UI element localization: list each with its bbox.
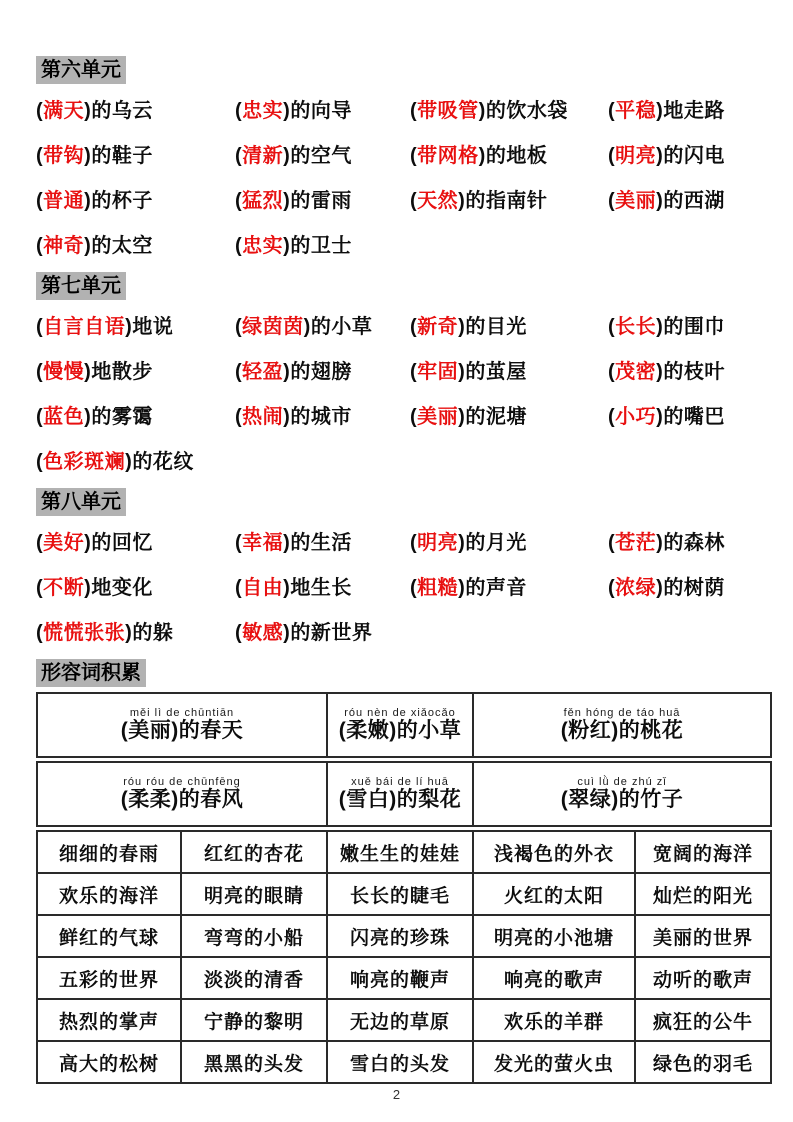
phrase: [235, 229, 410, 258]
unit-heading: 第六单元: [36, 56, 126, 84]
pinyin-cell: [474, 763, 770, 825]
close-paren: ): [283, 235, 291, 257]
phrase-rest: 的目光: [465, 316, 527, 338]
table-row: [38, 958, 770, 1000]
phrase-rest: 的饮水袋: [485, 100, 568, 122]
page-content: [36, 50, 768, 1084]
phrase: [608, 571, 768, 600]
phrase: [235, 184, 410, 213]
phrase-word: 平稳: [615, 100, 657, 122]
open-paren: (: [235, 145, 243, 167]
close-paren: ): [458, 361, 466, 383]
phrase: [235, 94, 410, 123]
phrase-rest: 的西湖: [663, 190, 725, 212]
phrase-word: 苍茫: [615, 532, 657, 554]
open-paren: (: [235, 190, 243, 212]
pinyin-cell: [38, 763, 328, 825]
phrase-rest: 的梨花: [396, 787, 462, 811]
phrase: [36, 616, 235, 645]
close-paren: ): [458, 577, 466, 599]
open-paren: (: [36, 622, 44, 644]
pinyin-table-row-1: [36, 692, 772, 758]
open-paren: (: [338, 787, 347, 811]
close-paren: ): [656, 316, 664, 338]
table-cell: 闪亮的珍珠: [328, 916, 474, 956]
open-paren: (: [36, 577, 44, 599]
table-row: [38, 1042, 770, 1082]
phrase-rest: 的翅膀: [290, 361, 352, 383]
phrase-rest: 的嘴巴: [663, 406, 725, 428]
close-paren: ): [611, 787, 619, 811]
phrase-word: 柔嫩: [346, 718, 390, 742]
phrase: [36, 571, 235, 600]
table-cell: 长长的睫毛: [328, 874, 474, 914]
phrase: [608, 184, 768, 213]
phrase: [608, 526, 768, 555]
phrase: [561, 788, 684, 812]
phrase-word: 美丽: [615, 190, 657, 212]
close-paren: ): [478, 100, 486, 122]
pinyin-table-row-2: [36, 761, 772, 827]
phrase-rest: 地散步: [91, 361, 153, 383]
open-paren: (: [36, 190, 44, 212]
phrase-word: 柔柔: [128, 787, 172, 811]
phrase: [235, 400, 410, 429]
close-paren: ): [303, 316, 311, 338]
open-paren: (: [338, 718, 347, 742]
open-paren: (: [410, 145, 418, 167]
phrase-word: 带吸管: [417, 100, 479, 122]
table-cell: 淡淡的清香: [182, 958, 328, 998]
table-cell: 灿烂的阳光: [652, 885, 753, 907]
close-paren: ): [458, 190, 466, 212]
table-cell: 绿色的羽毛: [652, 1053, 753, 1075]
open-paren: (: [235, 406, 243, 428]
open-paren: (: [235, 622, 243, 644]
phrase: [36, 310, 235, 339]
close-paren: ): [84, 235, 92, 257]
table-cell: 五彩的世界: [38, 958, 182, 998]
phrase-word: 带钩: [43, 145, 85, 167]
open-paren: (: [410, 406, 418, 428]
table-cell: 响亮的鞭声: [328, 958, 474, 998]
open-paren: (: [608, 145, 616, 167]
open-paren: (: [36, 451, 44, 473]
phrase-word: 慌慌张张: [43, 622, 126, 644]
phrase: [608, 139, 768, 168]
phrase-word: 新奇: [417, 316, 459, 338]
close-paren: ): [656, 190, 664, 212]
pinyin-text: róu nèn de xiǎocǎo: [344, 706, 456, 719]
table-cell: 疯狂的公牛: [652, 1011, 753, 1033]
table-cell: 发光的萤火虫: [474, 1042, 636, 1082]
close-paren: ): [389, 787, 397, 811]
phrase: [410, 184, 608, 213]
phrase-word: 绿茵茵: [242, 316, 304, 338]
phrase-rest: 的地板: [485, 145, 548, 167]
phrase-word: 雪白: [346, 787, 390, 811]
phrase: [235, 139, 410, 168]
close-paren: ): [84, 190, 92, 212]
phrase-rest: 的向导: [290, 100, 352, 122]
open-paren: (: [410, 316, 418, 338]
phrase-word: 忠实: [242, 235, 284, 257]
open-paren: (: [608, 190, 616, 212]
close-paren: ): [656, 532, 664, 554]
pinyin-cell: [328, 694, 474, 756]
phrase-word: 带网格: [417, 145, 479, 167]
table-cell: 欢乐的海洋: [38, 874, 182, 914]
close-paren: ): [125, 622, 133, 644]
phrase: [339, 788, 462, 812]
pinyin-cell: [474, 694, 770, 756]
phrase-grid: [36, 518, 768, 653]
phrase-rest: 的茧屋: [465, 361, 527, 383]
phrase-rest: 的春风: [178, 787, 244, 811]
phrase-word: 敏感: [242, 622, 284, 644]
phrase: [121, 788, 244, 812]
phrase-rest: 地变化: [91, 577, 153, 599]
table-cell: 浅褐色的外衣: [474, 832, 636, 872]
pinyin-cell: [38, 694, 328, 756]
table-cell: 雪白的头发: [328, 1042, 474, 1082]
phrase-word: 浓绿: [615, 577, 657, 599]
phrase-rest: 的竹子: [618, 787, 684, 811]
open-paren: (: [410, 100, 418, 122]
phrase-rest: 的树荫: [663, 577, 725, 599]
open-paren: (: [410, 190, 418, 212]
open-paren: (: [36, 361, 44, 383]
close-paren: ): [283, 190, 291, 212]
phrase-rest: 地生长: [290, 577, 352, 599]
open-paren: (: [410, 532, 418, 554]
close-paren: ): [611, 718, 619, 742]
close-paren: ): [458, 532, 466, 554]
phrase: [410, 571, 608, 600]
phrase: [36, 526, 235, 555]
table-cell: 宁静的黎明: [182, 1000, 328, 1040]
phrase-grid: [36, 86, 768, 266]
pinyin-text: cuì lǜ de zhú zǐ: [577, 775, 667, 788]
phrase: [235, 310, 410, 339]
open-paren: (: [36, 235, 44, 257]
close-paren: ): [283, 100, 291, 122]
phrase: [339, 719, 462, 743]
close-paren: ): [478, 145, 486, 167]
open-paren: (: [560, 718, 569, 742]
close-paren: ): [458, 406, 466, 428]
phrase-rest: 的生活: [290, 532, 352, 554]
phrase-word: 美丽: [128, 718, 172, 742]
phrase-word: 轻盈: [242, 361, 284, 383]
open-paren: (: [235, 316, 243, 338]
phrase-rest: 的乌云: [91, 100, 153, 122]
close-paren: ): [283, 145, 291, 167]
close-paren: ): [84, 577, 92, 599]
phrase-rest: 的围巾: [663, 316, 725, 338]
table-cell: 宽阔的海洋: [652, 843, 753, 865]
phrase-word: 忠实: [242, 100, 284, 122]
phrase-word: 美好: [43, 532, 85, 554]
close-paren: ): [656, 577, 664, 599]
phrase-rest: 的枝叶: [663, 361, 725, 383]
phrase-word: 慢慢: [43, 361, 85, 383]
phrase-rest: 的雾霭: [91, 406, 153, 428]
table-cell: 鲜红的气球: [38, 916, 182, 956]
phrase: [608, 355, 768, 384]
phrase-grid: [36, 302, 768, 482]
pinyin-cell: [328, 763, 474, 825]
close-paren: ): [84, 361, 92, 383]
close-paren: ): [171, 787, 179, 811]
phrase: [36, 400, 235, 429]
phrase-word: 牢固: [417, 361, 459, 383]
phrase: [561, 719, 684, 743]
close-paren: ): [171, 718, 179, 742]
open-paren: (: [410, 361, 418, 383]
phrase-word: 翠绿: [568, 787, 612, 811]
close-paren: ): [283, 532, 291, 554]
phrase-word: 粗糙: [417, 577, 459, 599]
close-paren: ): [84, 532, 92, 554]
adjective-table: [36, 830, 772, 1084]
table-cell: 火红的太阳: [474, 874, 636, 914]
open-paren: (: [235, 361, 243, 383]
open-paren: (: [608, 406, 616, 428]
phrase: [410, 355, 608, 384]
phrase-word: 神奇: [43, 235, 85, 257]
table-row: [38, 832, 770, 874]
unit-heading: 第八单元: [36, 488, 126, 516]
phrase: [235, 526, 410, 555]
close-paren: ): [389, 718, 397, 742]
phrase: [36, 94, 235, 123]
pinyin-text: róu róu de chūnfēng: [123, 775, 241, 788]
phrase: [36, 229, 235, 258]
table-cell: 无边的草原: [328, 1000, 474, 1040]
pinyin-text: měi lì de chūntiān: [129, 706, 235, 719]
close-paren: ): [84, 406, 92, 428]
open-paren: (: [235, 577, 243, 599]
units: [36, 50, 768, 653]
phrase-rest: 的回忆: [91, 532, 153, 554]
phrase-word: 猛烈: [242, 190, 284, 212]
phrase-word: 明亮: [417, 532, 459, 554]
close-paren: ): [125, 451, 133, 473]
phrase-word: 色彩斑斓: [43, 451, 126, 473]
table-cell: 动听的歌声: [652, 969, 753, 991]
open-paren: (: [608, 100, 616, 122]
phrase: [235, 616, 410, 645]
open-paren: (: [120, 787, 129, 811]
phrase-word: 幸福: [242, 532, 284, 554]
close-paren: ): [656, 100, 664, 122]
phrase-word: 清新: [242, 145, 284, 167]
table-row: [38, 1000, 770, 1042]
phrase: [608, 400, 768, 429]
close-paren: ): [84, 100, 92, 122]
open-paren: (: [235, 532, 243, 554]
table-row: [38, 916, 770, 958]
phrase: [410, 526, 608, 555]
phrase-rest: 的春天: [178, 718, 244, 742]
phrase-word: 普通: [43, 190, 85, 212]
phrase: [36, 445, 235, 474]
phrase-word: 不断: [43, 577, 85, 599]
phrase: [36, 184, 235, 213]
phrase-rest: 的卫士: [290, 235, 352, 257]
open-paren: (: [36, 316, 44, 338]
open-paren: (: [608, 361, 616, 383]
phrase-rest: 的空气: [290, 145, 352, 167]
table-cell: 黑黑的头发: [182, 1042, 328, 1082]
phrase: [410, 310, 608, 339]
phrase-word: 粉红: [568, 718, 612, 742]
table-cell: 响亮的歌声: [474, 958, 636, 998]
close-paren: ): [656, 361, 664, 383]
table-cell: 美丽的世界: [652, 927, 753, 949]
close-paren: ): [656, 406, 664, 428]
phrase: [235, 571, 410, 600]
open-paren: (: [36, 100, 44, 122]
adjective-section-heading: 形容词积累: [36, 659, 146, 687]
phrase-word: 满天: [43, 100, 85, 122]
phrase-rest: 的小草: [310, 316, 373, 338]
phrase: [235, 355, 410, 384]
table-cell: 热烈的掌声: [38, 1000, 182, 1040]
phrase-word: 天然: [417, 190, 459, 212]
close-paren: ): [656, 145, 664, 167]
open-paren: (: [560, 787, 569, 811]
phrase-word: 自言自语: [43, 316, 126, 338]
phrase-rest: 的桃花: [618, 718, 684, 742]
phrase: [410, 400, 608, 429]
open-paren: (: [608, 316, 616, 338]
pinyin-text: fěn hóng de táo huā: [563, 706, 681, 719]
close-paren: ): [458, 316, 466, 338]
table-cell: 弯弯的小船: [182, 916, 328, 956]
phrase: [410, 139, 608, 168]
phrase: [36, 139, 235, 168]
phrase-rest: 的指南针: [465, 190, 548, 212]
phrase-rest: 的森林: [663, 532, 725, 554]
phrase-rest: 的太空: [91, 235, 153, 257]
phrase: [608, 310, 768, 339]
table-cell: 嫩生生的娃娃: [328, 832, 474, 872]
phrase-word: 蓝色: [43, 406, 85, 428]
phrase-rest: 的新世界: [290, 622, 373, 644]
table-cell: 细细的春雨: [38, 832, 182, 872]
open-paren: (: [36, 532, 44, 554]
table-cell: 高大的松树: [38, 1042, 182, 1082]
open-paren: (: [608, 577, 616, 599]
phrase-rest: 地走路: [663, 100, 725, 122]
table-cell: 红红的杏花: [182, 832, 328, 872]
close-paren: ): [283, 361, 291, 383]
open-paren: (: [235, 235, 243, 257]
phrase-rest: 的鞋子: [91, 145, 153, 167]
open-paren: (: [608, 532, 616, 554]
open-paren: (: [120, 718, 129, 742]
open-paren: (: [36, 145, 44, 167]
phrase-word: 茂密: [615, 361, 657, 383]
page-number: 2: [392, 1087, 401, 1102]
phrase-rest: 地说: [132, 316, 174, 338]
close-paren: ): [125, 316, 133, 338]
phrase-rest: 的月光: [465, 532, 527, 554]
phrase-rest: 的躲: [132, 622, 174, 644]
phrase: [121, 719, 244, 743]
phrase: [608, 94, 768, 123]
open-paren: (: [36, 406, 44, 428]
open-paren: (: [235, 100, 243, 122]
phrase-rest: 的杯子: [91, 190, 153, 212]
phrase: [410, 94, 608, 123]
close-paren: ): [283, 577, 291, 599]
table-cell: 明亮的眼睛: [182, 874, 328, 914]
phrase-word: 长长: [615, 316, 657, 338]
phrase-rest: 的声音: [465, 577, 527, 599]
phrase-rest: 的雷雨: [290, 190, 352, 212]
table-cell: 欢乐的羊群: [474, 1000, 636, 1040]
phrase-word: 自由: [242, 577, 284, 599]
phrase-word: 美丽: [417, 406, 459, 428]
open-paren: (: [410, 577, 418, 599]
close-paren: ): [84, 145, 92, 167]
table-cell: 明亮的小池塘: [474, 916, 636, 956]
phrase-rest: 的城市: [290, 406, 352, 428]
close-paren: ): [283, 622, 291, 644]
table-row: [38, 874, 770, 916]
pinyin-text: xuě bái de lí huā: [351, 775, 449, 788]
phrase-rest: 的小草: [396, 718, 462, 742]
phrase-rest: 的泥塘: [465, 406, 527, 428]
phrase-word: 小巧: [615, 406, 657, 428]
phrase-word: 明亮: [615, 145, 657, 167]
close-paren: ): [283, 406, 291, 428]
phrase: [36, 355, 235, 384]
phrase-word: 热闹: [242, 406, 284, 428]
phrase-rest: 的花纹: [132, 451, 194, 473]
unit-heading: 第七单元: [36, 272, 126, 300]
phrase-rest: 的闪电: [663, 145, 725, 167]
